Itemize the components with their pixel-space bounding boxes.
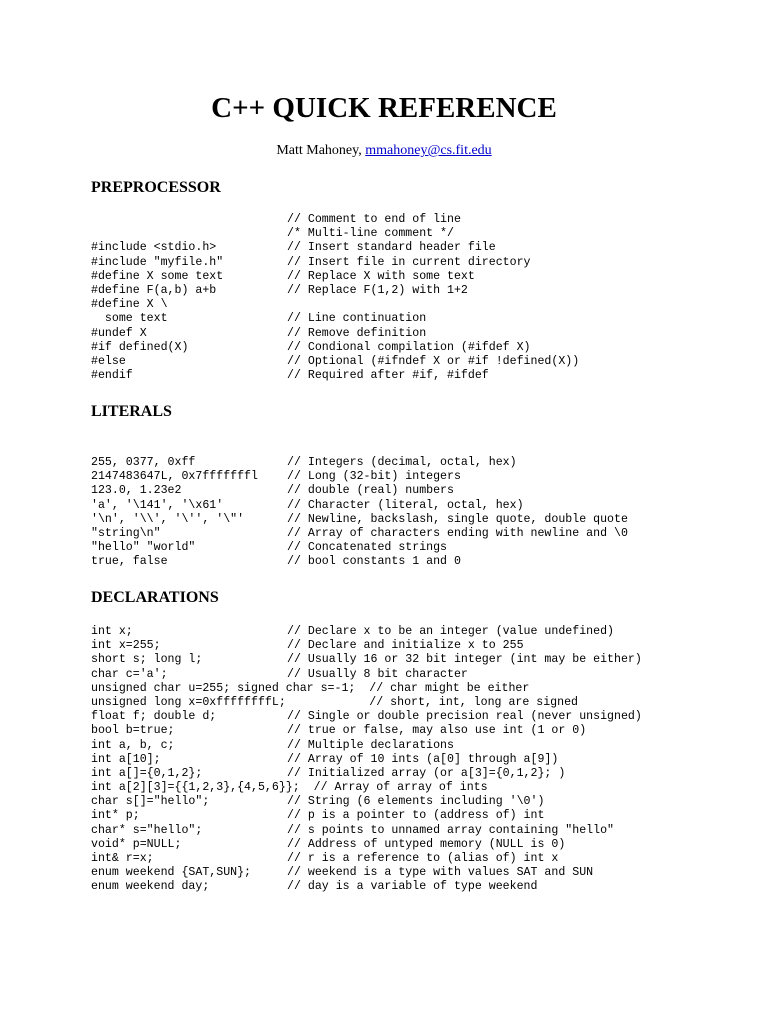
code-statement: int* p; [91,809,140,823]
code-comment: // Array of 10 ints (a[0] through a[9]) [287,752,559,766]
code-comment: // bool constants 1 and 0 [287,555,461,569]
code-comment: // Character (literal, octal, hex) [287,498,524,512]
code-statement: void* p=NULL; [91,837,182,851]
code-statement: int& r=x; [91,852,154,865]
code-statement: #endif [91,369,133,383]
code-statement: true, false [91,555,168,569]
section-heading: DECLARATIONS [91,589,219,606]
author-email-link[interactable]: mmahoney@cs.fit.edu [365,143,492,158]
code-statement: 255, 0377, 0xff [91,456,196,469]
code-statement: #define X some text [91,269,224,283]
code-statement: "hello" "world" [91,541,196,555]
section-heading: LITERALS [91,403,172,420]
code-statement: '\n', '\\', '\'', '\"' [91,512,245,526]
code-comment: // weekend is a type with values SAT and SUN [287,866,594,880]
code-comment: // p is a pointer to (address of) int [287,809,545,823]
code-comment: /* Multi-line comment */ [287,227,454,241]
section-literals [91,402,691,569]
code-statement: float f; double d; [91,710,217,724]
code-comment: // Line continuation [287,312,427,326]
code-statement: int x=255; [91,639,161,653]
code-comment: // Insert file in current directory [287,255,531,269]
code-statement: int a, b, c; [91,738,175,752]
code-comment: // Declare and initialize x to 255 [287,639,524,653]
code-comment: // Optional (#ifndef X or #if !defined(X)) [287,354,580,368]
section-declarations [91,588,691,894]
code-comment: // Remove definition [287,326,427,340]
code-statement: 2147483647L, 0x7fffffffl [91,470,258,484]
code-statement: enum weekend {SAT,SUN}; [91,866,252,880]
code-statement: 'a', '\141', '\x61' [91,498,224,512]
code-statement: "string\n" [91,526,161,540]
code-comment: // Long (32-bit) integers [287,470,461,484]
code-statement: #include "myfile.h" [91,255,224,269]
code-line-text: int a[2][3]={{1,2,3},{4,5,6}}; // Array of array of ints [91,781,488,795]
code-statement: char s[]="hello"; [91,795,210,809]
code-statement: int x; [91,625,133,638]
code-comment: // day is a variable of type weekend [287,880,538,894]
code-statement: bool b=true; [91,724,175,738]
code-statement: #if defined(X) [91,340,189,354]
code-statement: short s; long l; [91,653,203,667]
code-comment: // String (6 elements including '\0') [287,795,545,809]
code-line-text: unsigned long x=0xffffffffL; // short, int, long are signed [91,695,579,709]
code-statement: #undef X [91,326,147,340]
byline [0,142,768,160]
code-comment: // Replace X with some text [287,269,475,283]
code-statement: #include <stdio.h> [91,241,217,255]
code-statement: int a[10]; [91,752,161,766]
code-statement: some text [91,312,168,326]
code-comment: // Declare x to be an integer (value undefined) [287,625,614,638]
code-line-text: unsigned char u=255; signed char s=-1; // char might be either [91,681,530,695]
code-statement: enum weekend day; [91,880,210,894]
code-comment: // Required after #if, #ifdef [287,369,489,383]
code-comment: // Address of untyped memory (NULL is 0) [287,837,566,851]
author-name: Matt Mahoney, [276,143,366,158]
code-comment: // Array of characters ending with newline and \0 [287,526,628,540]
page-title: C++ QUICK REFERENCE [211,92,557,124]
code-comment: // Initialized array (or a[3]={0,1,2}; ) [287,766,566,780]
code-statement: #define X \ [91,298,168,312]
code-comment: // Usually 8 bit character [287,667,468,681]
code-statement: #define F(a,b) a+b [91,283,217,297]
code-statement: char c='a'; [91,667,168,681]
code-statement: char* s="hello"; [91,823,203,837]
code-comment: // true or false, may also use int (1 or 0) [287,724,587,738]
code-comment: // double (real) numbers [287,484,454,498]
code-comment: // Comment to end of line [287,213,461,226]
code-comment: // Insert standard header file [287,241,496,255]
code-comment: // Condional compilation (#ifdef X) [287,340,531,354]
code-comment: // Newline, backslash, single quote, double quote [287,512,628,526]
code-comment: // Replace F(1,2) with 1+2 [287,283,468,297]
code-comment: // Multiple declarations [287,738,454,752]
section-preprocessor [91,178,691,383]
code-statement: int a[]={0,1,2}; [91,766,203,780]
code-statement: 123.0, 1.23e2 [91,484,182,498]
section-heading: PREPROCESSOR [91,179,221,196]
code-statement: #else [91,354,126,368]
code-comment: // Integers (decimal, octal, hex) [287,456,517,469]
code-comment: // Concatenated strings [287,541,448,555]
code-comment: // r is a reference to (alias of) int x [287,852,559,865]
code-comment: // s points to unnamed array containing "hello" [287,823,614,837]
code-comment: // Usually 16 or 32 bit integer (int may be either) [287,653,642,667]
code-comment: // Single or double precision real (never unsigned) [287,710,642,724]
